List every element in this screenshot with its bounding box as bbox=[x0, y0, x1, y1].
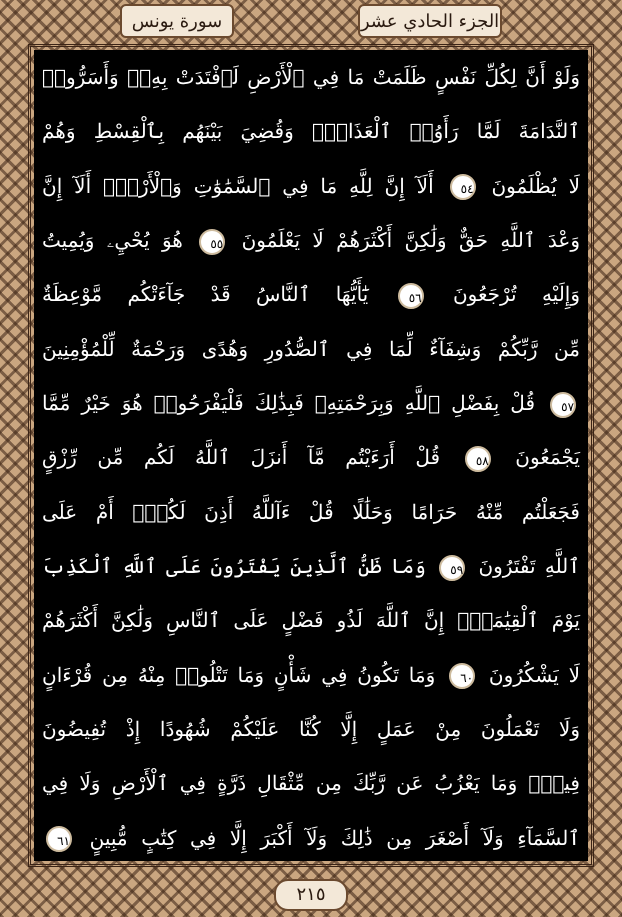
text-line-5: وَإِلَيْهِ تُرْجَعُونَ ٥٦ يَٰٓأَيُّهَا ٱلنَّاسُ قَدْ جَآءَتْكُم مَّوْعِظَةٌ bbox=[42, 279, 580, 309]
ayah-marker-61: ٦١ bbox=[46, 826, 72, 852]
ayah-marker-54: ٥٤ bbox=[450, 174, 476, 200]
quran-text-block bbox=[34, 50, 588, 861]
ayah-marker-58: ٥٨ bbox=[465, 446, 491, 472]
page-number: ٢١٥ bbox=[274, 879, 348, 911]
text-line-10: ٱللَّهِ تَفْتَرُونَ ٥٩ وَمَا ظَنُّ ٱلَّذِينَ يَفْتَرُونَ عَلَى ٱللَّهِ ٱلْكَذِبَ bbox=[42, 551, 580, 581]
text-line-14: فِيهِۚ وَمَا يَعْزُبُ عَن رَّبِّكَ مِن مِّثْقَالِ ذَرَّةٍ فِي ٱلْأَرْضِ وَلَا فِي bbox=[42, 771, 580, 796]
text-line-4: وَعْدَ ٱللَّهِ حَقٌّ وَلَٰكِنَّ أَكْثَرَهُمْ لَا يَعْلَمُونَ ٥٥ هُوَ يُحْيِۦ وَيُمِيتُ bbox=[42, 225, 580, 255]
text-line-2: ٱلنَّدَامَةَ لَمَّا رَأَوُا۟ ٱلْعَذَابَۖ وَقُضِيَ بَيْنَهُم بِٱلْقِسْطِ وَهُمْ bbox=[42, 119, 580, 144]
ayah-marker-57: ٥٧ bbox=[550, 392, 576, 418]
text-line-13: وَلَا تَعْمَلُونَ مِنْ عَمَلٍ إِلَّا كُنَّا عَلَيْكُمْ شُهُودًا إِذْ تُفِيضُونَ bbox=[42, 717, 580, 742]
ayah-marker-56: ٥٦ bbox=[398, 283, 424, 309]
ayah-marker-59: ٥٩ bbox=[439, 555, 465, 581]
text-line-9: فَجَعَلْتُم مِّنْهُ حَرَامًا وَحَلَٰلًا قُلْ ءَآللَّهُ أَذِنَ لَكُمْۖ أَمْ عَلَى bbox=[42, 499, 580, 524]
text-line-6: مِّن رَّبِّكُمْ وَشِفَآءٌ لِّمَا فِي ٱلصُّدُورِ وَهُدًى وَرَحْمَةٌ لِّلْمُؤْمِنِينَ bbox=[42, 336, 580, 361]
ayah-marker-60: ٦٠ bbox=[449, 663, 475, 689]
surah-title: سورة يونس bbox=[120, 4, 234, 38]
ayah-marker-55: ٥٥ bbox=[199, 229, 225, 255]
text-line-7: ٥٧ قُلْ بِفَضْلِ ٱللَّهِ وَبِرَحْمَتِهِۦ فَبِذَٰلِكَ فَلْيَفْرَحُوا۟ هُوَ خَيْرٌ مِّمَّا bbox=[42, 388, 580, 418]
text-line-15: ٱلسَّمَآءِ وَلَآ أَصْغَرَ مِن ذَٰلِكَ وَلَآ أَكْبَرَ إِلَّا فِي كِتَٰبٍ مُّبِينٍ ٦١ bbox=[42, 823, 580, 853]
juz-title: الجزء الحادي عشر bbox=[358, 4, 502, 38]
text-line-12: لَا يَشْكُرُونَ ٦٠ وَمَا تَكُونُ فِي شَأْنٍ وَمَا تَتْلُوا۟ مِنْهُ مِن قُرْءَانٍ bbox=[42, 660, 580, 690]
text-line-1: وَلَوْ أَنَّ لِكُلِّ نَفْسٍ ظَلَمَتْ مَا فِي ٱلْأَرْضِ لَٱفْتَدَتْ بِهِۦۗ وَأَسَرُّوا۟ bbox=[42, 65, 580, 89]
text-line-11: يَوْمَ ٱلْقِيَٰمَةِۗ إِنَّ ٱللَّهَ لَذُو فَضْلٍ عَلَى ٱلنَّاسِ وَلَٰكِنَّ أَكْثَرَهُمْ bbox=[42, 608, 580, 633]
text-line-3: لَا يُظْلَمُونَ ٥٤ أَلَآ إِنَّ لِلَّهِ مَا فِي ٱلسَّمَٰوَٰتِ وَٱلْأَرْضِۗ أَلَآ إِنَّ bbox=[42, 171, 580, 201]
text-line-8: يَجْمَعُونَ ٥٨ قُلْ أَرَءَيْتُم مَّآ أَنزَلَ ٱللَّهُ لَكُم مِّن رِّزْقٍ bbox=[42, 442, 580, 472]
